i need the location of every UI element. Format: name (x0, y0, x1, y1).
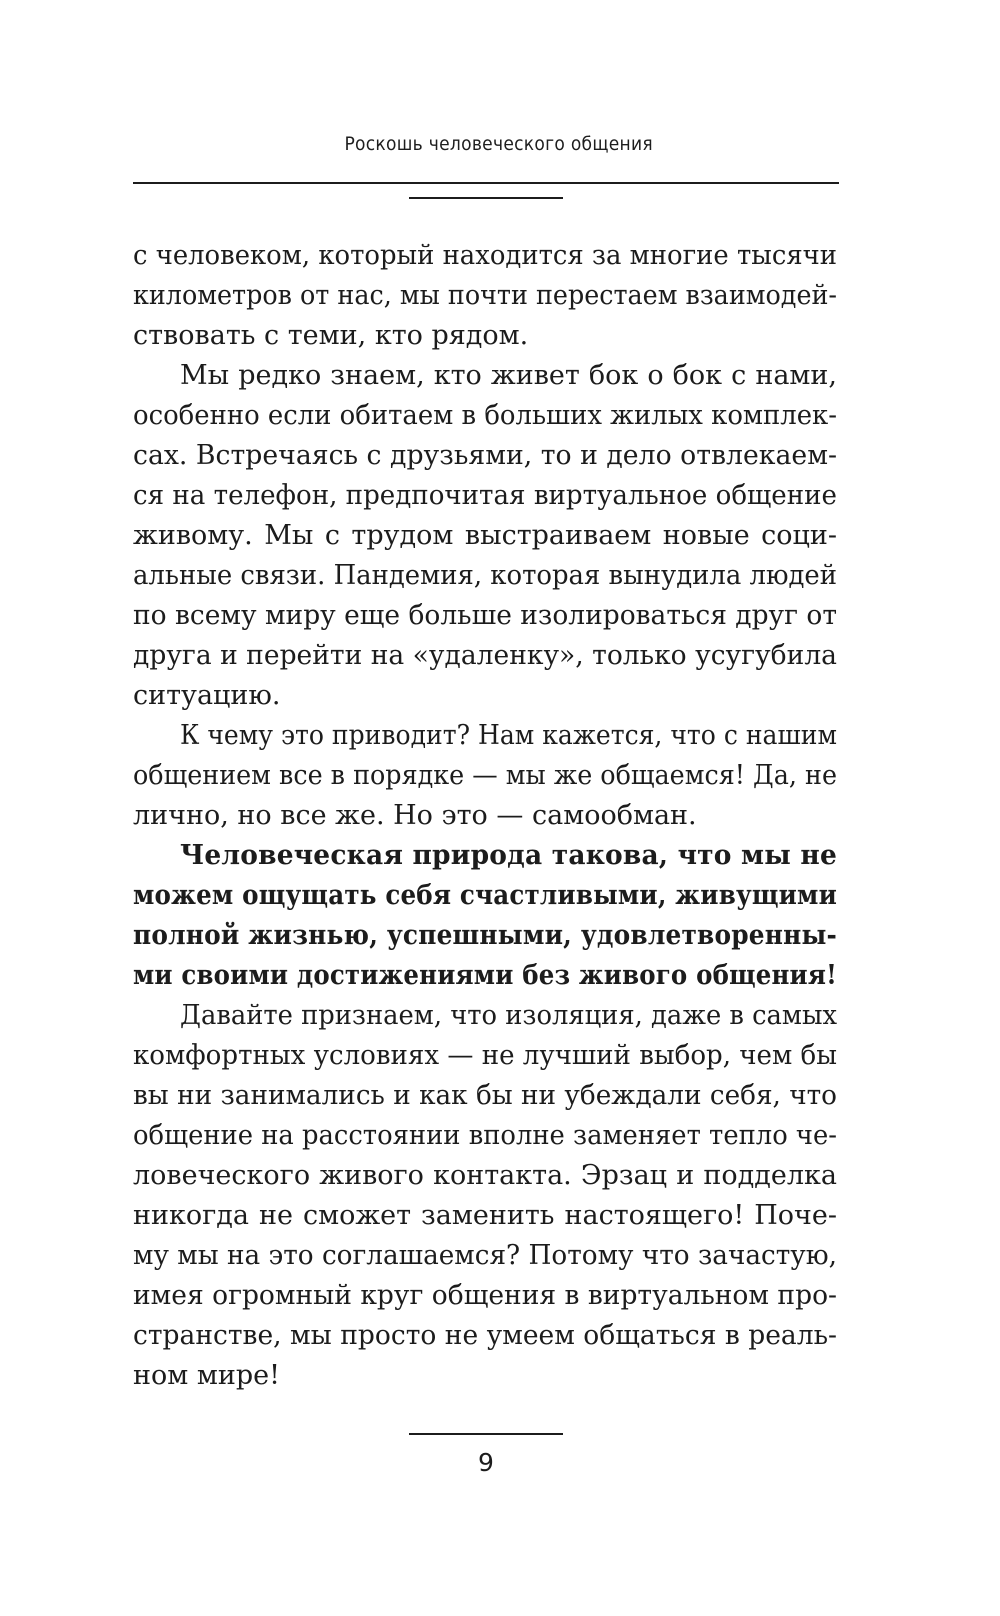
text-line: Давайте признаем, что изоляция, даже в самых (180, 1000, 837, 1031)
text-line: имея огромный круг общения в виртуальном про- (133, 1280, 837, 1311)
emphasis-line: можем ощущать себя счастливыми, живущими (133, 880, 837, 911)
emphasis-line: Человеческая природа такова, что мы не (180, 840, 837, 871)
footer-short-rule (409, 1433, 563, 1435)
text-line: километров от нас, мы почти перестаем взаимодей- (133, 280, 837, 311)
text-line: общением все в порядке — мы же общаемся! Да, не (133, 760, 837, 791)
text-line: вы ни занимались и как бы ни убеждали себя, что (133, 1080, 837, 1111)
text-line: комфортных условиях — не лучший выбор, чем бы (133, 1040, 837, 1071)
emphasis-line: полной жизнью, успешными, удовлетворенны- (133, 920, 837, 951)
header-rule (133, 182, 839, 184)
running-title: Роскошь человеческого общения (344, 133, 653, 155)
text-line: ловеческого живого контакта. Эрзац и подделка (133, 1160, 837, 1191)
text-line: сах. Встречаясь с друзьями, то и дело отвлекаем- (133, 440, 837, 471)
text-line: ся на телефон, предпочитая виртуальное общение (133, 480, 837, 511)
text-line: лично, но все же. Но это — самообман. (133, 800, 697, 831)
header-short-rule (409, 197, 563, 199)
text-line: особенно если обитаем в больших жилых комплек- (133, 400, 837, 431)
text-line: К чему это приводит? Нам кажется, что с нашим (180, 720, 837, 751)
text-line: ситуацию. (133, 680, 281, 711)
text-line: ном мире! (133, 1360, 280, 1391)
emphasis-line: ми своими достижениями без живого общения! (133, 960, 837, 991)
text-line: живому. Мы с трудом выстраиваем новые соци- (133, 520, 837, 551)
text-line: му мы на это соглашаемся? Потому что зачастую, (133, 1240, 837, 1271)
text-line: по всему миру еще больше изолироваться друг от (133, 600, 837, 631)
text-line: альные связи. Пандемия, которая вынудила людей (133, 560, 837, 591)
text-line: ствовать с теми, кто рядом. (133, 320, 529, 351)
text-line: Мы редко знаем, кто живет бок о бок с нами, (180, 360, 837, 391)
text-line: общение на расстоянии вполне заменяет тепло че- (133, 1120, 837, 1151)
text-line: с человеком, который находится за многие тысячи (133, 240, 837, 271)
text-line: никогда не сможет заменить настоящего! Поче- (133, 1200, 837, 1231)
text-line: друга и перейти на «удаленку», только усугубила (133, 640, 837, 671)
page-number: 9 (478, 1448, 494, 1477)
text-line: странстве, мы просто не умеем общаться в реаль- (133, 1320, 837, 1351)
body-text (133, 236, 837, 1396)
